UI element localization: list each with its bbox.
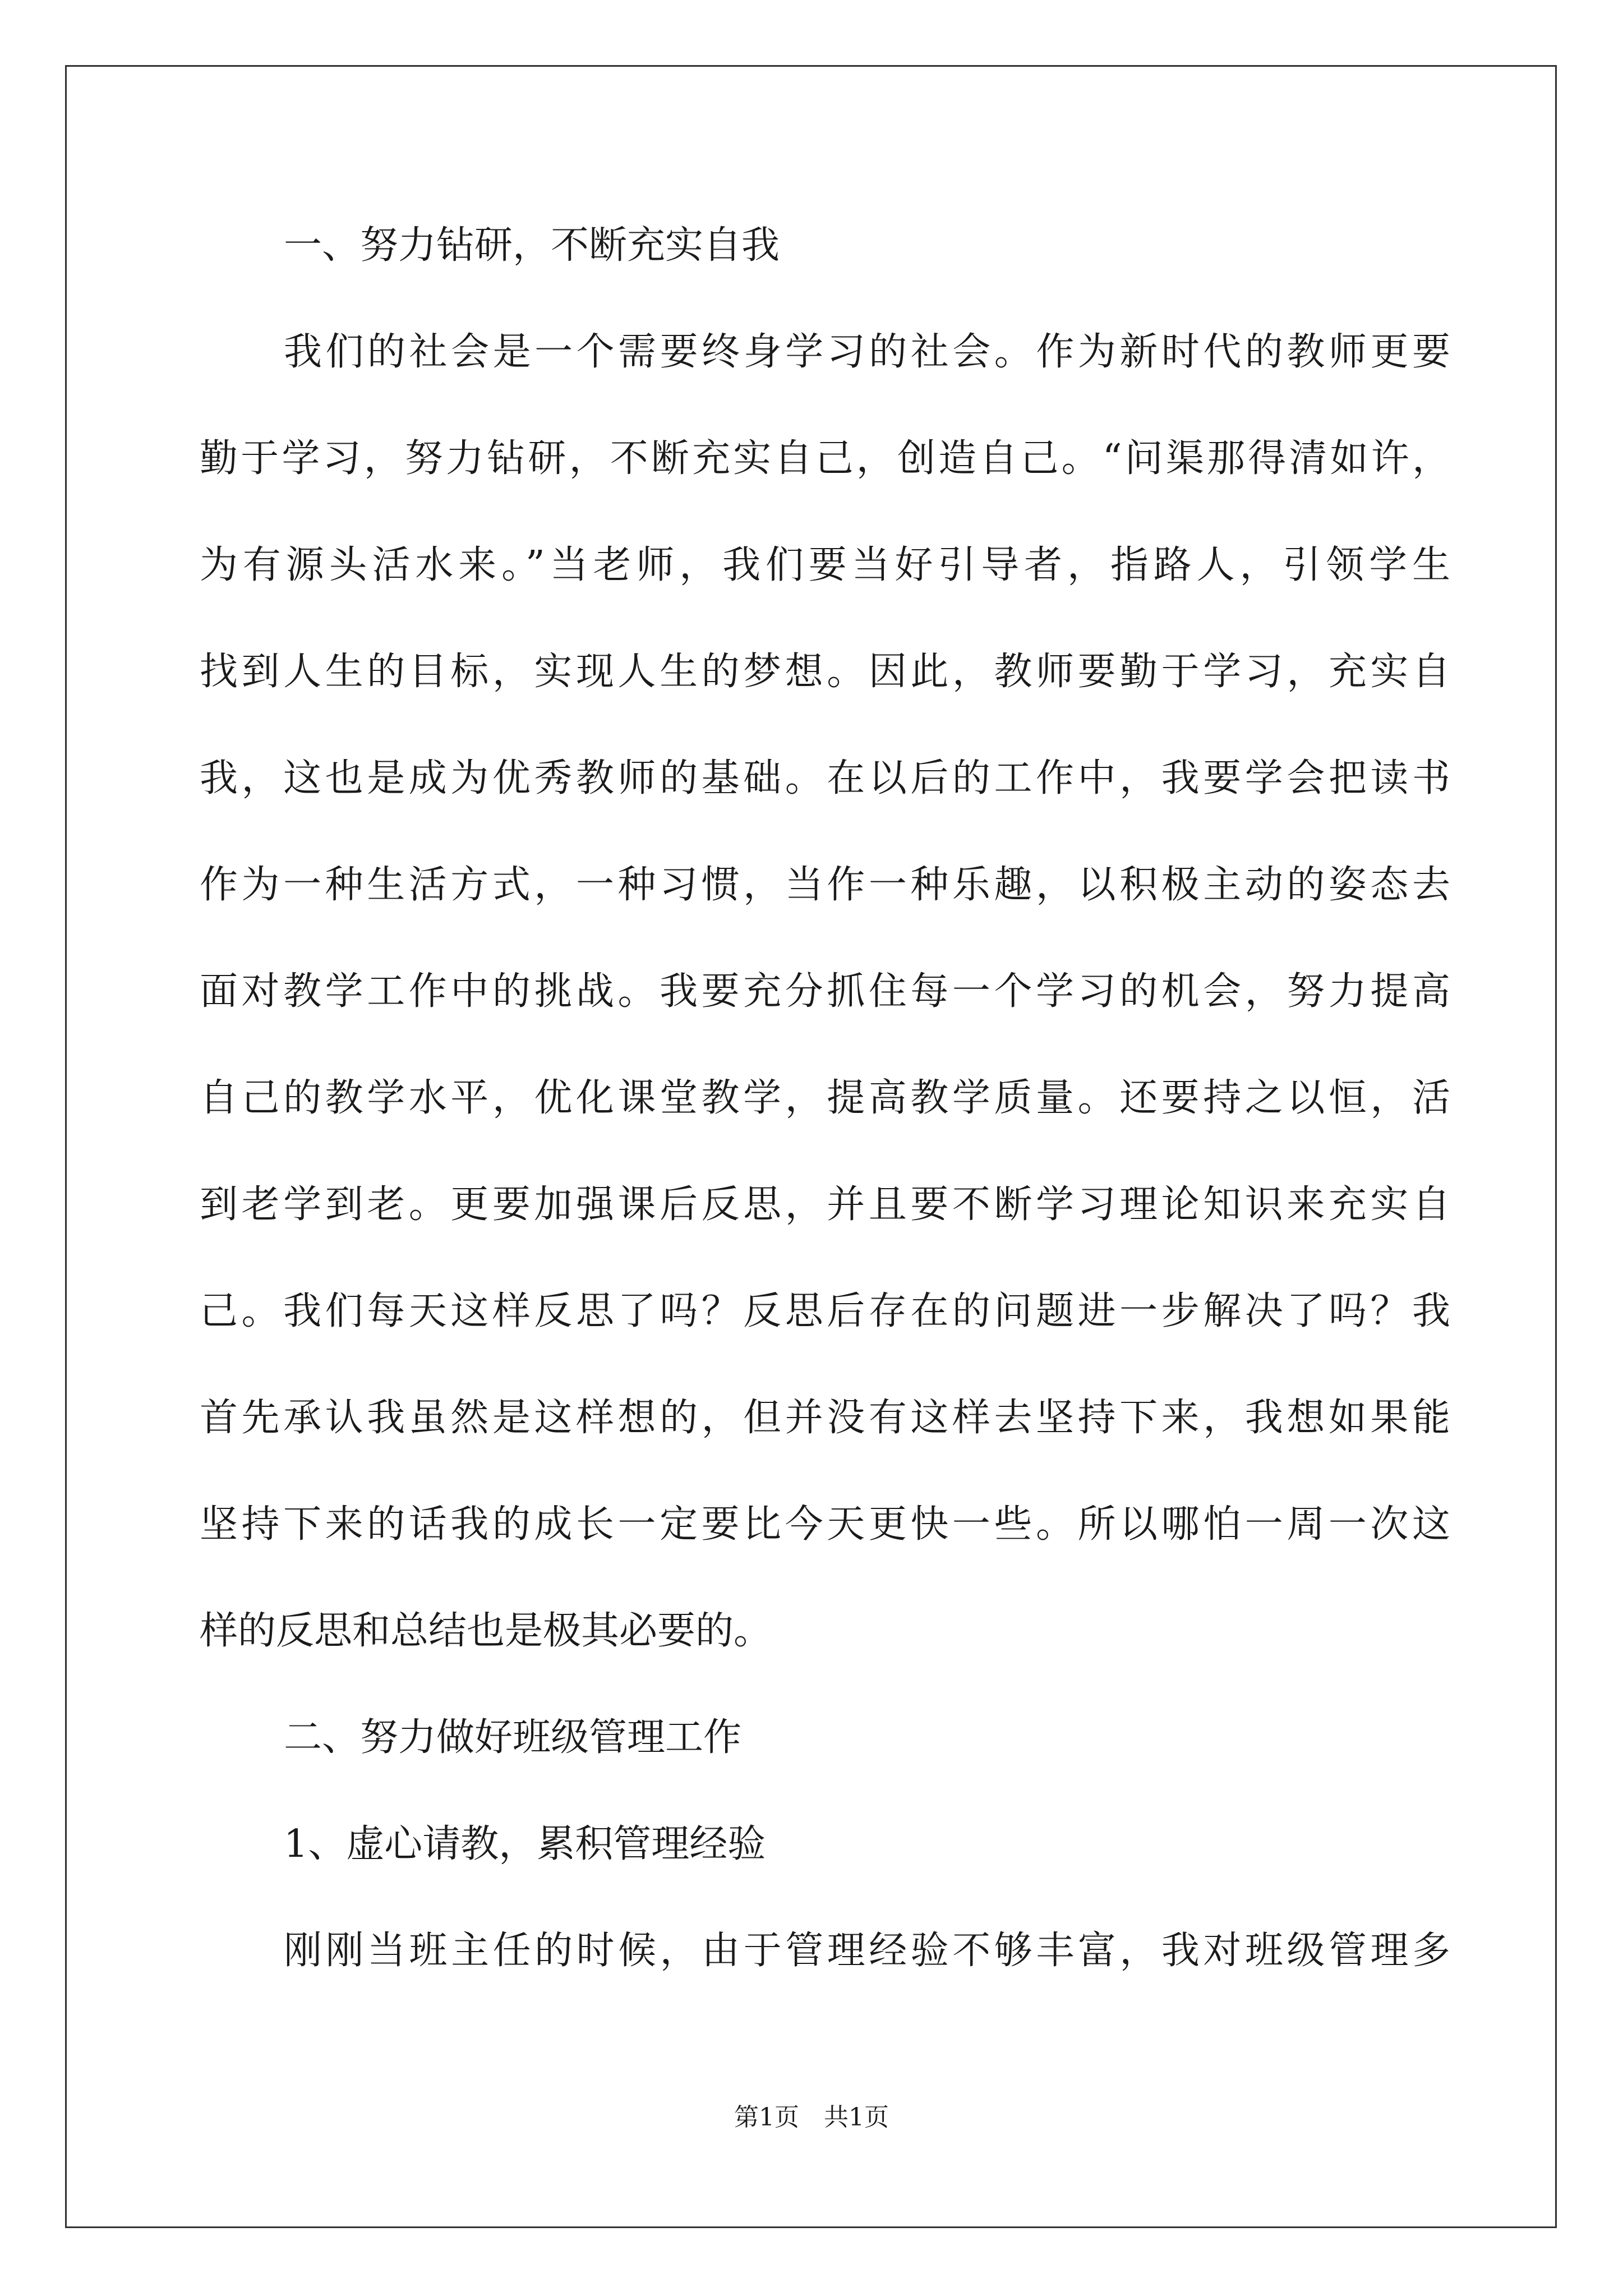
paragraph-line: 首先承认我虽然是这样想的，但并没有这样去坚持下来，我想如果能: [200, 1396, 1450, 1440]
paragraph-line: 我们的社会是一个需要终身学习的社会。作为新时代的教师更要: [284, 330, 1450, 374]
paragraph-line: 刚刚当班主任的时候，由于管理经验不够丰富，我对班级管理多: [284, 1929, 1450, 1973]
paragraph-line: 找到人生的目标，实现人生的梦想。因此，教师要勤于学习，充实自: [200, 650, 1450, 694]
paragraph-line: 我，这也是成为优秀教师的基础。在以后的工作中，我要学会把读书: [200, 756, 1450, 800]
paragraph-line: 面对教学工作中的挑战。我要充分抓住每一个学习的机会，努力提高: [200, 969, 1450, 1014]
paragraph-line: 自己的教学水平，优化课堂教学，提高教学质量。还要持之以恒，活: [200, 1076, 1450, 1120]
paragraph-line: 勤于学习，努力钻研，不断充实自己，创造自己。“问渠那得清如许，: [200, 436, 1450, 481]
paragraph-line: 己。我们每天这样反思了吗？反思后存在的问题进一步解决了吗？我: [200, 1289, 1450, 1333]
page-border: [65, 65, 1557, 2228]
subsection-heading: 1、虚心请教，累积管理经验: [284, 1822, 766, 1866]
paragraph-line: 坚持下来的话我的成长一定要比今天更快一些。所以哪怕一周一次这: [200, 1502, 1450, 1547]
section-heading: 一、努力钻研，不断充实自我: [284, 223, 780, 268]
paragraph-line: 到老学到老。更要加强课后反思，并且要不断学习理论知识来充实自: [200, 1182, 1450, 1227]
paragraph-line: 样的反思和总结也是极其必要的。: [200, 1609, 772, 1653]
page-number: 第1页 共1页: [734, 2103, 889, 2132]
section-heading: 二、努力做好班级管理工作: [284, 1715, 742, 1760]
paragraph-line: 为有源头活水来。”当老师，我们要当好引导者，指路人，引领学生: [200, 543, 1450, 587]
paragraph-line: 作为一种生活方式，一种习惯，当作一种乐趣，以积极主动的姿态去: [200, 863, 1450, 907]
